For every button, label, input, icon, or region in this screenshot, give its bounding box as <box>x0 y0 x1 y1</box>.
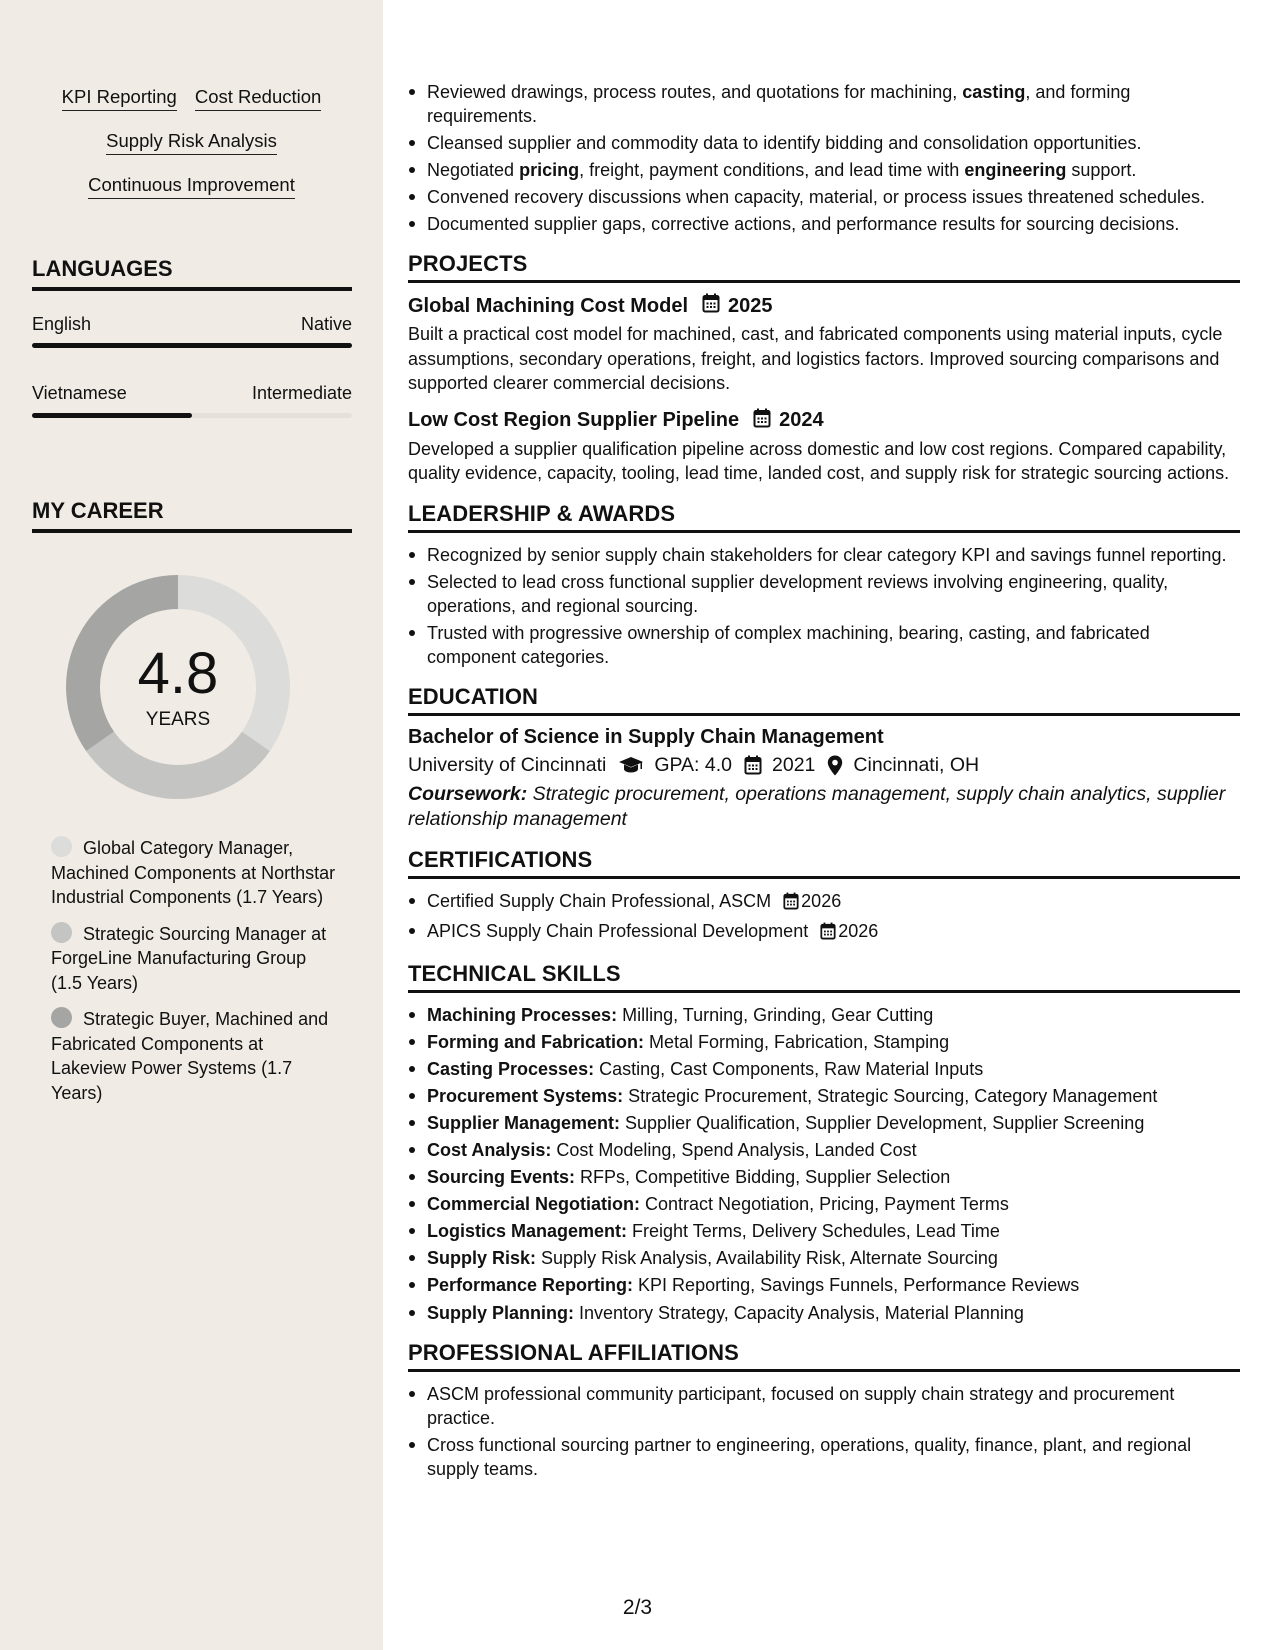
skill-value: Cost Modeling, Spend Analysis, Landed Cost <box>551 1139 917 1160</box>
career-item <box>51 836 336 910</box>
skill-item <box>408 1084 1240 1108</box>
experience-bullet <box>408 158 1240 182</box>
skill-label: Sourcing Events: <box>427 1167 576 1188</box>
main-content <box>408 80 1240 1484</box>
list-item: Cross functional sourcing partner to engineering, operations, quality, finance, plant, and regional supply teams. <box>408 1433 1240 1481</box>
skill-item <box>408 1111 1240 1135</box>
skill-item <box>408 1138 1240 1162</box>
skill-value: Inventory Strategy, Capacity Analysis, Material Planning <box>574 1302 1024 1323</box>
education-title: EDUCATION <box>408 684 1240 716</box>
leadership-list <box>408 543 1240 669</box>
language-row <box>32 314 352 335</box>
education-gpa: GPA: 4.0 <box>654 753 733 776</box>
bold-keyword: casting <box>962 82 1026 102</box>
list-item: Selected to lead cross functional supplier development reviews involving engineering, quality, operations, and regional sourcing. <box>408 570 1240 618</box>
sidebar <box>0 0 383 1650</box>
project-year: 2025 <box>728 294 773 317</box>
project-heading <box>408 293 1240 319</box>
bold-keyword: engineering <box>964 160 1067 180</box>
bullet-text: , and forming requirements. <box>427 82 1131 126</box>
calendar-icon <box>744 755 762 775</box>
certifications-list <box>408 889 1240 946</box>
skill-tag: Continuous Improvement <box>88 174 295 199</box>
skill-item <box>408 1301 1240 1325</box>
skill-label: Forming and Fabrication: <box>427 1031 645 1052</box>
language-bar <box>32 413 352 418</box>
career-donut-center <box>63 572 293 802</box>
skills-list <box>408 1003 1240 1325</box>
skill-item <box>408 1030 1240 1054</box>
education-details <box>408 754 1240 777</box>
bullet-text: Convened recovery discussions when capacity, material, or process issues threatened schedules. <box>427 187 1206 207</box>
language-bar-fill <box>32 343 352 348</box>
career-item <box>51 1007 336 1105</box>
language-name: English <box>32 314 92 334</box>
career-item-text: Global Category Manager, Machined Components at Northstar Industrial Components (1.7 Years) <box>51 838 336 907</box>
education-year: 2021 <box>772 753 816 776</box>
skill-value: Strategic Procurement, Strategic Sourcing, Category Management <box>623 1085 1158 1106</box>
skill-label: Supply Risk: <box>427 1248 537 1269</box>
bullet-text: Documented supplier gaps, corrective actions, and performance results for sourcing decisions. <box>427 214 1180 234</box>
bullet-text: Reviewed drawings, process routes, and quotations for machining, <box>427 82 963 102</box>
skill-item <box>408 1003 1240 1027</box>
skill-label: Procurement Systems: <box>427 1085 624 1106</box>
career-item <box>51 922 336 996</box>
language-level: Intermediate <box>251 383 352 403</box>
page-number <box>0 1596 1275 1620</box>
skill-value: Casting, Cast Components, Raw Material Inputs <box>594 1058 984 1079</box>
project-heading <box>408 408 1240 434</box>
career-item-text: Strategic Buyer, Machined and Fabricated Components at Lakeview Power Systems (1.7 Years) <box>51 1009 329 1103</box>
education-coursework <box>408 782 1240 832</box>
legend-dot <box>51 1007 72 1028</box>
career-donut <box>63 572 293 802</box>
skill-label: Casting Processes: <box>427 1058 595 1079</box>
project-name: Global Machining Cost Model <box>408 294 688 317</box>
skill-item <box>408 1246 1240 1270</box>
location-pin-icon <box>827 755 843 776</box>
career-item-text: Strategic Sourcing Manager at ForgeLine Manufacturing Group (1.5 Years) <box>51 923 327 993</box>
skill-item <box>408 1165 1240 1189</box>
experience-bullets <box>408 80 1240 236</box>
skill-label: Machining Processes: <box>427 1004 618 1025</box>
calendar-icon <box>783 892 799 916</box>
certification-year: 2026 <box>838 920 879 941</box>
list-item: Recognized by senior supply chain stakeholders for clear category KPI and savings funnel reporting. <box>408 543 1240 567</box>
skill-item <box>408 1219 1240 1243</box>
calendar-icon <box>753 408 771 434</box>
skill-label: Supply Planning: <box>427 1302 574 1323</box>
education-location: Cincinnati, OH <box>853 753 980 776</box>
bullet-text: Negotiated <box>427 160 520 180</box>
bullet-text: Cleansed supplier and commodity data to identify bidding and consolidation opportunities. <box>427 133 1142 153</box>
affiliations-title: PROFESSIONAL AFFILIATIONS <box>408 1340 1240 1372</box>
education-school: University of Cincinnati <box>408 753 607 776</box>
affiliations-list <box>408 1382 1240 1481</box>
project-name: Low Cost Region Supplier Pipeline <box>408 409 740 431</box>
certification-year: 2026 <box>801 890 842 911</box>
certification-name: APICS Supply Chain Professional Development <box>427 920 809 941</box>
skill-value: Supply Risk Analysis, Availability Risk, Alternate Sourcing <box>536 1248 998 1269</box>
skill-tag: KPI Reporting <box>62 86 177 111</box>
calendar-icon <box>820 922 836 946</box>
skill-tag: Cost Reduction <box>195 86 321 111</box>
skill-value: Milling, Turning, Grinding, Gear Cutting <box>617 1004 934 1025</box>
skills-title: TECHNICAL SKILLS <box>408 961 1240 993</box>
list-item: Trusted with progressive ownership of complex machining, bearing, casting, and fabricated component categories. <box>408 621 1240 669</box>
skill-value: Supplier Qualification, Supplier Development, Supplier Screening <box>620 1112 1145 1133</box>
skill-label: Performance Reporting: <box>427 1275 634 1296</box>
list-item: ASCM professional community participant, focused on supply chain strategy and procurement practice. <box>408 1382 1240 1430</box>
certification-name: Certified Supply Chain Professional, ASCM <box>427 890 772 911</box>
skill-tag: Supply Risk Analysis <box>106 130 277 155</box>
language-bar-fill <box>32 413 192 418</box>
education-degree: Bachelor of Science in Supply Chain Management <box>408 725 884 748</box>
page-number-text: 2/3 <box>622 1596 653 1619</box>
certification-item <box>408 919 1240 946</box>
calendar-icon <box>702 293 720 319</box>
skill-label: Supplier Management: <box>427 1112 621 1133</box>
bullet-text: , freight, payment conditions, and lead time with <box>579 160 965 180</box>
skill-value: Metal Forming, Fabrication, Stamping <box>644 1031 950 1052</box>
project-year: 2024 <box>779 409 824 431</box>
experience-bullet <box>408 185 1240 209</box>
experience-bullet <box>408 80 1240 128</box>
career-title: MY CAREER <box>32 498 352 533</box>
language-bar <box>32 343 352 348</box>
legend-dot <box>51 836 72 857</box>
coursework-label: Coursework: <box>408 782 528 805</box>
experience-bullet <box>408 212 1240 236</box>
language-row <box>32 383 352 404</box>
career-unit: YEARS <box>145 709 211 730</box>
bold-keyword: pricing <box>519 160 580 180</box>
graduation-cap-icon <box>618 756 644 774</box>
experience-bullet <box>408 131 1240 155</box>
leadership-title: LEADERSHIP & AWARDS <box>408 501 1240 533</box>
skill-value: KPI Reporting, Savings Funnels, Performance Reviews <box>633 1275 1080 1296</box>
skill-value: Contract Negotiation, Pricing, Payment Terms <box>640 1194 1009 1215</box>
skill-label: Logistics Management: <box>427 1221 628 1242</box>
skill-value: RFPs, Competitive Bidding, Supplier Selection <box>575 1167 951 1188</box>
bullet-text: support. <box>1066 160 1137 180</box>
language-name: Vietnamese <box>32 383 127 403</box>
project-description: Developed a supplier qualification pipeline across domestic and low cost regions. Compared capability, quality evidence, capacity, tooling, lead time, landed cost, and supply risk for strategic sourcing actions. <box>408 438 1230 483</box>
skill-label: Commercial Negotiation: <box>427 1194 641 1215</box>
certification-item <box>408 889 1240 916</box>
projects-title: PROJECTS <box>408 251 1240 283</box>
skill-item <box>408 1057 1240 1081</box>
certifications-title: CERTIFICATIONS <box>408 847 1240 879</box>
skill-item <box>408 1273 1240 1297</box>
skill-label: Cost Analysis: <box>427 1139 552 1160</box>
language-level: Native <box>300 314 352 334</box>
skill-item <box>408 1192 1240 1216</box>
skill-tags <box>0 86 383 218</box>
legend-dot <box>51 922 72 943</box>
languages-title: LANGUAGES <box>32 256 352 291</box>
project-description: Built a practical cost model for machined, cast, and fabricated components using material inputs, cycle assumptions, secondary operations, freight, and logistics factors. Improved sourcing comparisons and supported clearer commercial decisions. <box>408 324 1223 393</box>
coursework-text: Strategic procurement, operations management, supply chain analytics, supplier relationship management <box>408 782 1226 830</box>
career-total: 4.8 <box>137 641 219 706</box>
career-list <box>51 836 336 1117</box>
skill-value: Freight Terms, Delivery Schedules, Lead Time <box>627 1221 1000 1242</box>
